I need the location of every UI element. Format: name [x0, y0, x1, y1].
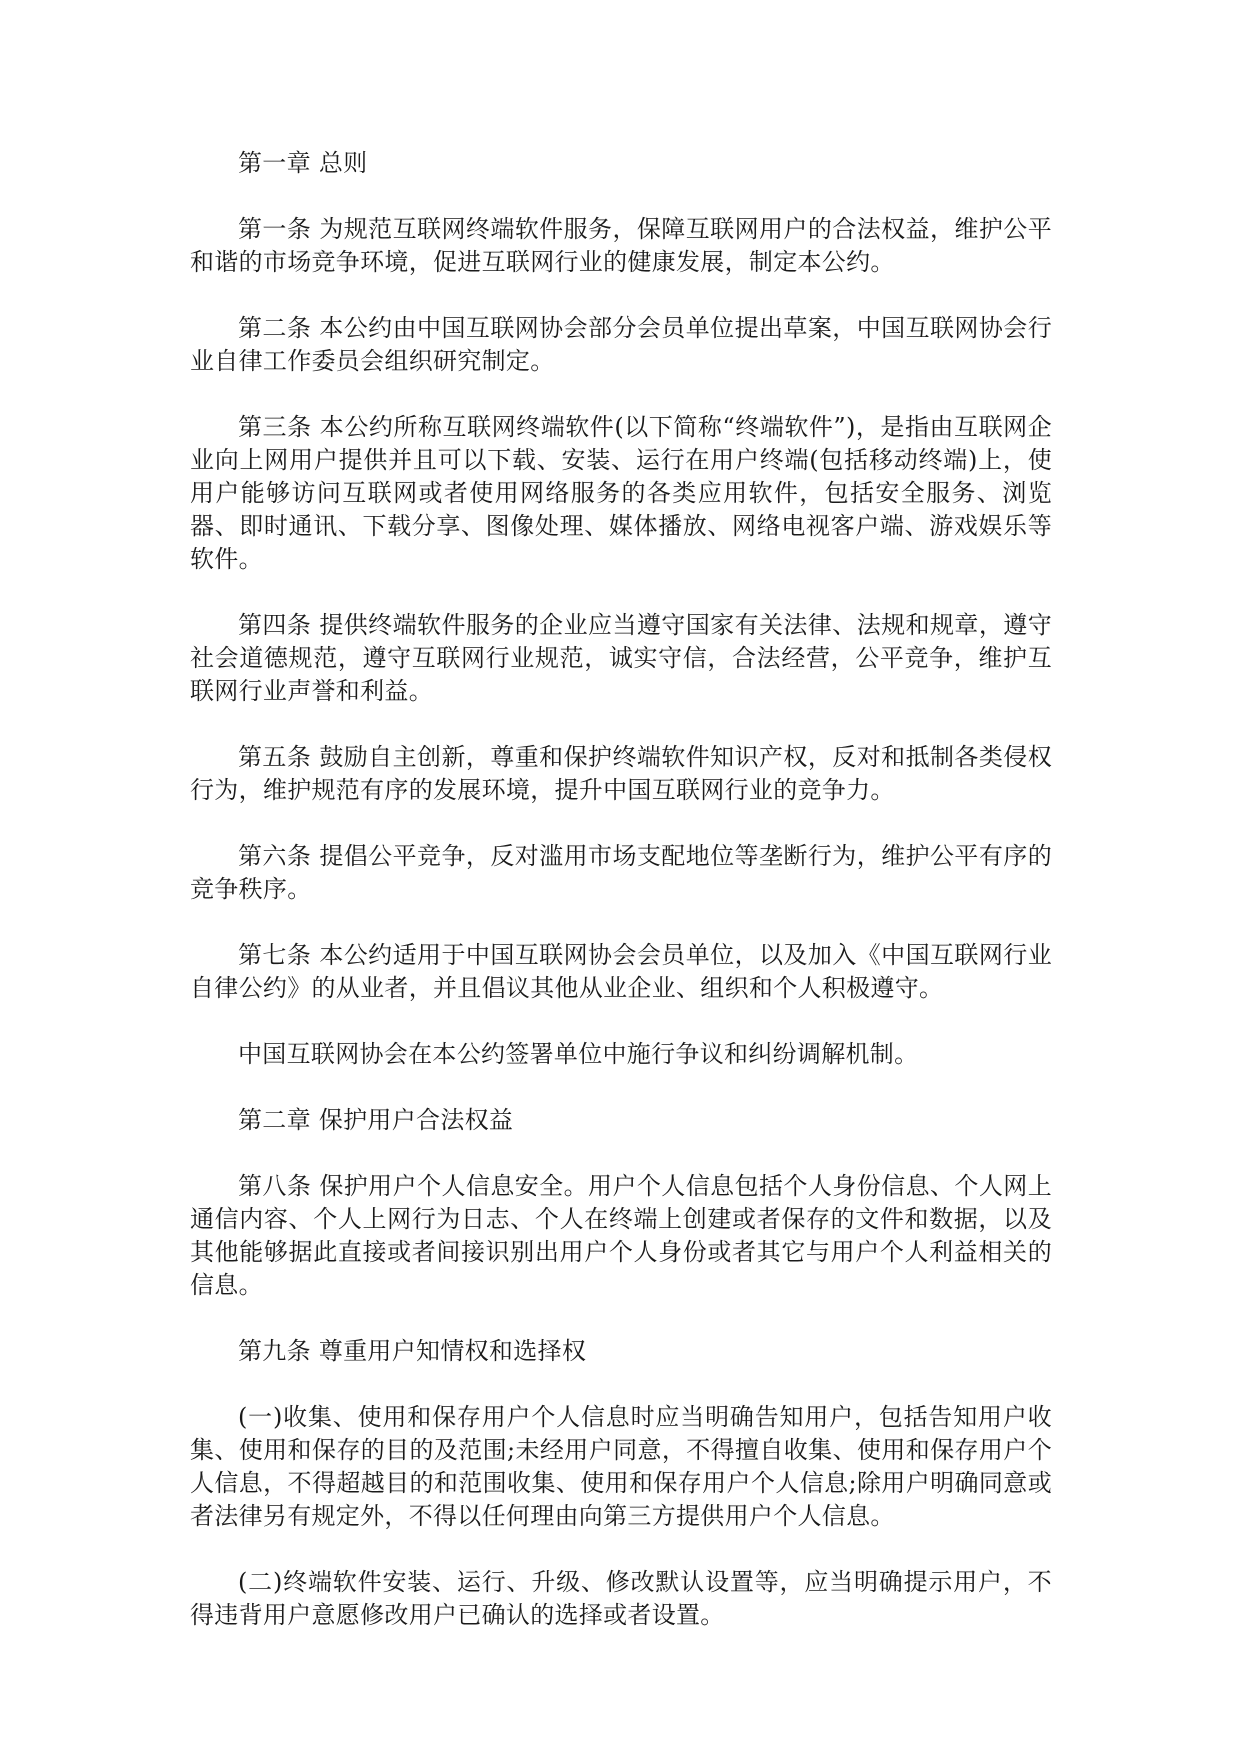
article-paragraph: 第八条 保护用户个人信息安全。用户个人信息包括个人身份信息、个人网上通信内容、个人上网行为日志、个人在终端上创建或者保存的文件和数据，以及其他能够据此直接或者间接识别出用户个人身份或者其它与用户个人利益相关的信息。: [190, 1172, 1052, 1299]
article-paragraph: 中国互联网协会在本公约签署单位中施行争议和纠纷调解机制。: [238, 1040, 919, 1068]
article-paragraph: 第五条 鼓励自主创新，尊重和保护终端软件知识产权，反对和抵制各类侵权行为，维护规范有序的发展环境，提升中国互联网行业的竞争力。: [190, 743, 1052, 804]
article-paragraph: 第二条 本公约由中国互联网协会部分会员单位提出草案，中国互联网协会行业自律工作委员会组织研究制定。: [190, 314, 1052, 375]
article-paragraph: 第六条 提倡公平竞争，反对滥用市场支配地位等垄断行为，维护公平有序的竞争秩序。: [190, 842, 1052, 903]
article-heading: 第九条 尊重用户知情权和选择权: [238, 1337, 587, 1365]
article-paragraph: 第四条 提供终端软件服务的企业应当遵守国家有关法律、法规和规章，遵守社会道德规范，遵守互联网行业规范，诚实守信，合法经营，公平竞争，维护互联网行业声誉和利益。: [190, 611, 1052, 705]
article-paragraph: 第三条 本公约所称互联网终端软件(以下简称“终端软件”)，是指由互联网企业向上网用户提供并且可以下载、安装、运行在用户终端(包括移动终端)上，使用户能够访问互联网或者使用网络服务的各类应用软件，包括安全服务、浏览器、即时通讯、下载分享、图像处理、媒体播放、网络电视客户端、游戏娱乐等软件。: [190, 413, 1052, 573]
clause-paragraph: (二)终端软件安装、运行、升级、修改默认设置等，应当明确提示用户，不得违背用户意愿修改用户已确认的选择或者设置。: [190, 1568, 1052, 1629]
chapter-heading: 第一章 总则: [238, 149, 368, 177]
clause-paragraph: (一)收集、使用和保存用户个人信息时应当明确告知用户，包括告知用户收集、使用和保存的目的及范围;未经用户同意，不得擅自收集、使用和保存用户个人信息，不得超越目的和范围收集、使用和保存用户个人信息;除用户明确同意或者法律另有规定外，不得以任何理由向第三方提供用户个人信息。: [190, 1403, 1052, 1530]
chapter-heading: 第二章 保护用户合法权益: [238, 1106, 514, 1134]
article-paragraph: 第七条 本公约适用于中国互联网协会会员单位，以及加入《中国互联网行业自律公约》的从业者，并且倡议其他从业企业、组织和个人积极遵守。: [190, 941, 1052, 1002]
article-paragraph: 第一条 为规范互联网终端软件服务，保障互联网用户的合法权益，维护公平和谐的市场竞争环境，促进互联网行业的健康发展，制定本公约。: [190, 215, 1052, 276]
document-body: [190, 147, 1052, 1665]
